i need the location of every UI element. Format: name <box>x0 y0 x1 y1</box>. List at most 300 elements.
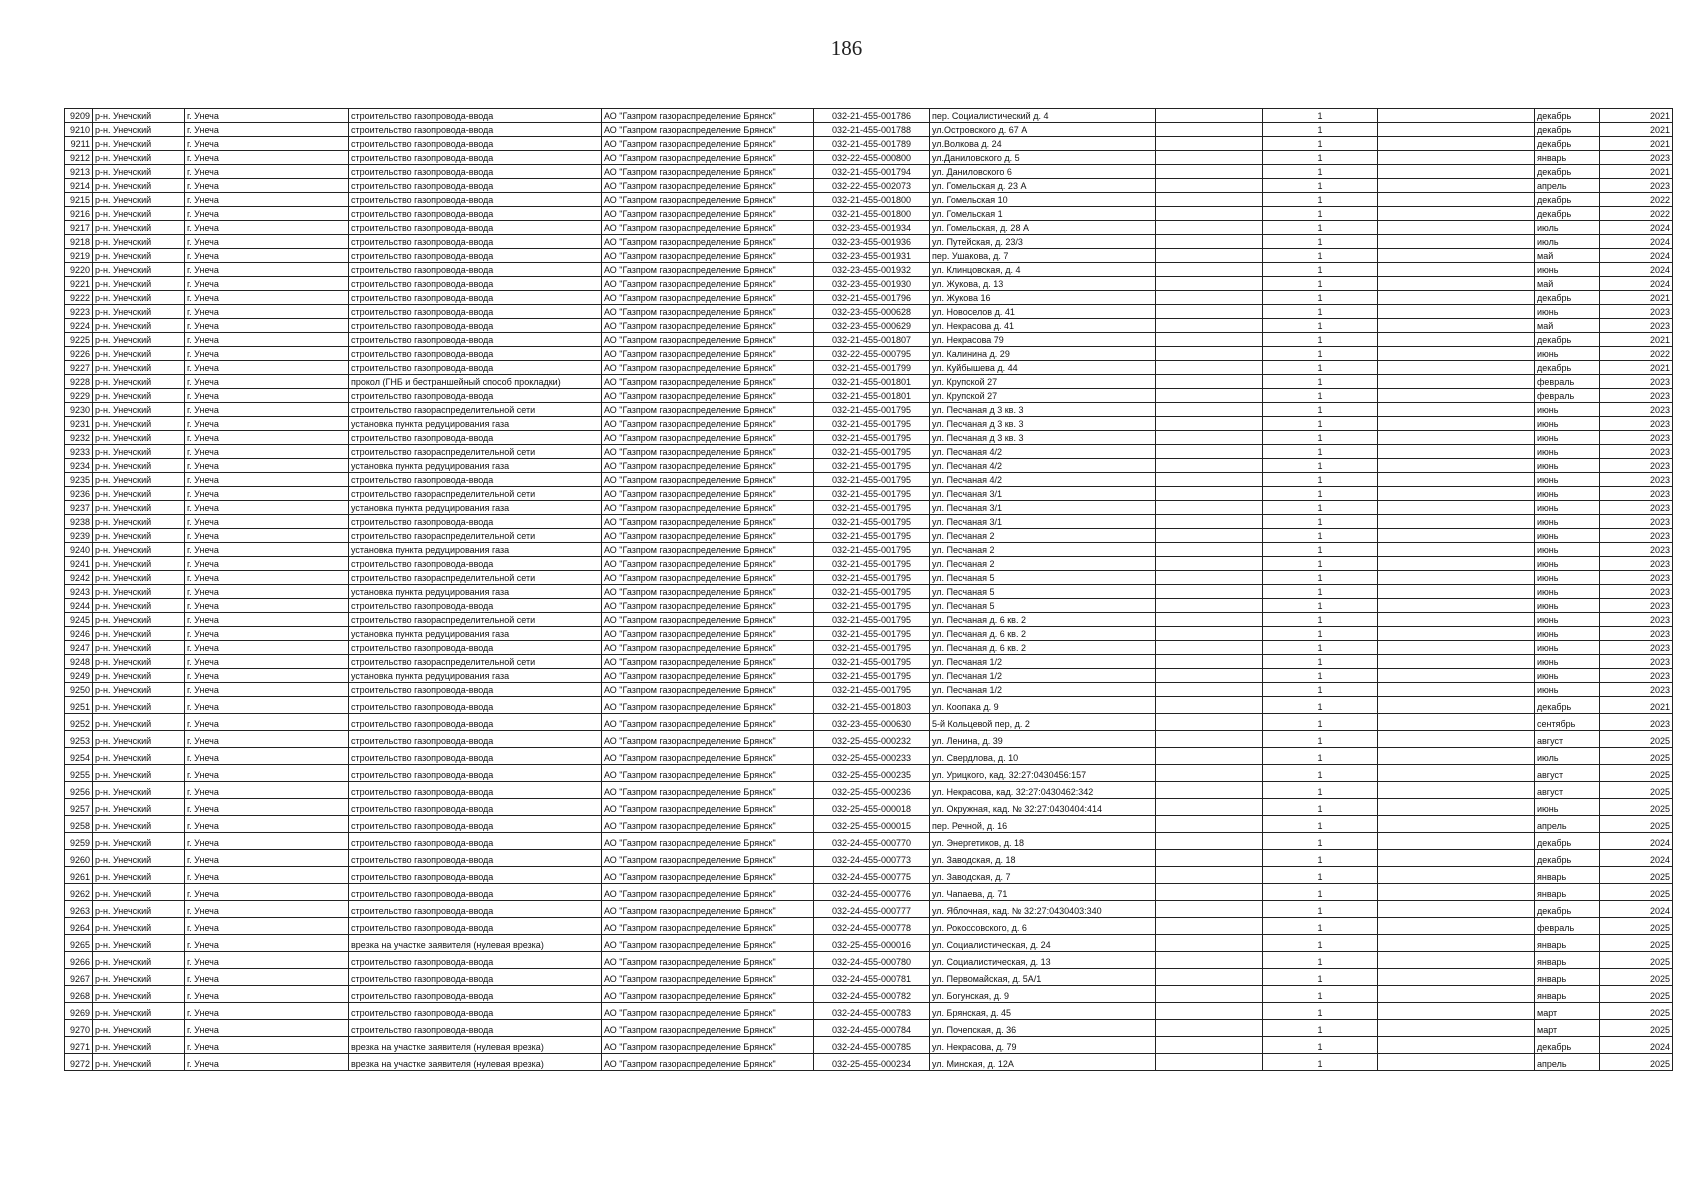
organization-cell: АО "Газпром газораспределение Брянск" <box>602 473 814 487</box>
address-cell: пер. Речной, д. 16 <box>930 816 1156 833</box>
district-cell: р-н. Унечский <box>93 918 185 935</box>
work-type-cell: строительство газопровода-ввода <box>349 986 602 1003</box>
address-cell: ул. Песчаная 1/2 <box>930 683 1156 697</box>
empty-cell-cell <box>1378 986 1535 1003</box>
city-cell: г. Унеча <box>185 1020 349 1037</box>
application-code-cell: 032-21-455-001795 <box>814 613 930 627</box>
month-cell: февраль <box>1535 389 1600 403</box>
work-type-cell: строительство газопровода-ввода <box>349 221 602 235</box>
work-type-cell: врезка на участке заявителя (нулевая врезка) <box>349 1037 602 1054</box>
empty-cell-cell <box>1156 193 1263 207</box>
month-cell: июнь <box>1535 669 1600 683</box>
empty-cell-cell <box>1156 389 1263 403</box>
city-cell: г. Унеча <box>185 952 349 969</box>
district-cell: р-н. Унечский <box>93 347 185 361</box>
quantity-cell: 1 <box>1263 714 1378 731</box>
year-cell: 2021 <box>1600 697 1673 714</box>
row-number-cell: 9250 <box>65 683 93 697</box>
organization-cell: АО "Газпром газораспределение Брянск" <box>602 986 814 1003</box>
month-cell: июнь <box>1535 487 1600 501</box>
table-row <box>65 816 1673 833</box>
city-cell: г. Унеча <box>185 613 349 627</box>
empty-cell-cell <box>1378 207 1535 221</box>
organization-cell: АО "Газпром газораспределение Брянск" <box>602 1020 814 1037</box>
city-cell: г. Унеча <box>185 669 349 683</box>
empty-cell-cell <box>1378 655 1535 669</box>
quantity-cell: 1 <box>1263 165 1378 179</box>
year-cell: 2023 <box>1600 599 1673 613</box>
district-cell: р-н. Унечский <box>93 867 185 884</box>
quantity-cell: 1 <box>1263 375 1378 389</box>
row-number-cell: 9230 <box>65 403 93 417</box>
organization-cell: АО "Газпром газораспределение Брянск" <box>602 403 814 417</box>
district-cell: р-н. Унечский <box>93 277 185 291</box>
row-number-cell: 9211 <box>65 137 93 151</box>
month-cell: июнь <box>1535 529 1600 543</box>
table-row <box>65 151 1673 165</box>
row-number-cell: 9252 <box>65 714 93 731</box>
row-number-cell: 9244 <box>65 599 93 613</box>
month-cell: июнь <box>1535 641 1600 655</box>
work-type-cell: строительство газораспределительной сети <box>349 487 602 501</box>
application-code-cell: 032-24-455-000780 <box>814 952 930 969</box>
year-cell: 2024 <box>1600 249 1673 263</box>
row-number-cell: 9228 <box>65 375 93 389</box>
city-cell: г. Унеча <box>185 683 349 697</box>
application-code-cell: 032-21-455-001801 <box>814 375 930 389</box>
work-type-cell: установка пункта редуцирования газа <box>349 585 602 599</box>
table-row <box>65 319 1673 333</box>
address-cell: ул. Клинцовская, д. 4 <box>930 263 1156 277</box>
empty-cell-cell <box>1156 207 1263 221</box>
address-cell: ул. Социалистическая, д. 13 <box>930 952 1156 969</box>
organization-cell: АО "Газпром газораспределение Брянск" <box>602 137 814 151</box>
table-row <box>65 986 1673 1003</box>
work-type-cell: установка пункта редуцирования газа <box>349 417 602 431</box>
year-cell: 2025 <box>1600 816 1673 833</box>
table-row <box>65 165 1673 179</box>
city-cell: г. Унеча <box>185 361 349 375</box>
address-cell: ул. Песчаная 2 <box>930 543 1156 557</box>
row-number-cell: 9271 <box>65 1037 93 1054</box>
application-code-cell: 032-24-455-000783 <box>814 1003 930 1020</box>
application-code-cell: 032-21-455-001795 <box>814 557 930 571</box>
address-cell: 5-й Кольцевой пер, д. 2 <box>930 714 1156 731</box>
empty-cell-cell <box>1156 799 1263 816</box>
empty-cell-cell <box>1156 151 1263 165</box>
work-type-cell: строительство газопровода-ввода <box>349 867 602 884</box>
month-cell: декабрь <box>1535 109 1600 123</box>
row-number-cell: 9210 <box>65 123 93 137</box>
month-cell: сентябрь <box>1535 714 1600 731</box>
quantity-cell: 1 <box>1263 151 1378 165</box>
empty-cell-cell <box>1156 571 1263 585</box>
month-cell: июнь <box>1535 263 1600 277</box>
city-cell: г. Унеча <box>185 403 349 417</box>
table-row <box>65 748 1673 765</box>
month-cell: январь <box>1535 867 1600 884</box>
month-cell: июнь <box>1535 683 1600 697</box>
organization-cell: АО "Газпром газораспределение Брянск" <box>602 319 814 333</box>
application-code-cell: 032-25-455-000015 <box>814 816 930 833</box>
city-cell: г. Унеча <box>185 918 349 935</box>
row-number-cell: 9218 <box>65 235 93 249</box>
row-number-cell: 9209 <box>65 109 93 123</box>
row-number-cell: 9225 <box>65 333 93 347</box>
city-cell: г. Унеча <box>185 501 349 515</box>
city-cell: г. Унеча <box>185 799 349 816</box>
table-row <box>65 305 1673 319</box>
application-code-cell: 032-22-455-002073 <box>814 179 930 193</box>
empty-cell-cell <box>1156 655 1263 669</box>
table-row <box>65 731 1673 748</box>
empty-cell-cell <box>1378 501 1535 515</box>
city-cell: г. Унеча <box>185 151 349 165</box>
application-code-cell: 032-21-455-001795 <box>814 473 930 487</box>
table-row <box>65 641 1673 655</box>
district-cell: р-н. Унечский <box>93 431 185 445</box>
empty-cell-cell <box>1378 263 1535 277</box>
address-cell: ул. Путейская, д. 23/3 <box>930 235 1156 249</box>
address-cell: ул. Социалистическая, д. 24 <box>930 935 1156 952</box>
organization-cell: АО "Газпром газораспределение Брянск" <box>602 529 814 543</box>
row-number-cell: 9231 <box>65 417 93 431</box>
work-type-cell: строительство газопровода-ввода <box>349 884 602 901</box>
district-cell: р-н. Унечский <box>93 1037 185 1054</box>
month-cell: июнь <box>1535 627 1600 641</box>
work-type-cell: строительство газопровода-ввода <box>349 1020 602 1037</box>
organization-cell: АО "Газпром газораспределение Брянск" <box>602 697 814 714</box>
quantity-cell: 1 <box>1263 347 1378 361</box>
row-number-cell: 9213 <box>65 165 93 179</box>
organization-cell: АО "Газпром газораспределение Брянск" <box>602 627 814 641</box>
quantity-cell: 1 <box>1263 571 1378 585</box>
month-cell: февраль <box>1535 918 1600 935</box>
district-cell: р-н. Унечский <box>93 137 185 151</box>
address-cell: ул. Песчаная д 3 кв. 3 <box>930 417 1156 431</box>
work-type-cell: строительство газопровода-ввода <box>349 431 602 445</box>
table-row <box>65 277 1673 291</box>
row-number-cell: 9269 <box>65 1003 93 1020</box>
quantity-cell: 1 <box>1263 487 1378 501</box>
empty-cell-cell <box>1156 179 1263 193</box>
table-row <box>65 221 1673 235</box>
organization-cell: АО "Газпром газораспределение Брянск" <box>602 515 814 529</box>
work-type-cell: строительство газопровода-ввода <box>349 179 602 193</box>
empty-cell-cell <box>1378 347 1535 361</box>
table-row <box>65 179 1673 193</box>
city-cell: г. Унеча <box>185 207 349 221</box>
city-cell: г. Унеча <box>185 347 349 361</box>
application-code-cell: 032-21-455-001795 <box>814 655 930 669</box>
quantity-cell: 1 <box>1263 389 1378 403</box>
application-code-cell: 032-21-455-001795 <box>814 515 930 529</box>
year-cell: 2022 <box>1600 207 1673 221</box>
city-cell: г. Унеча <box>185 765 349 782</box>
application-code-cell: 032-24-455-000777 <box>814 901 930 918</box>
organization-cell: АО "Газпром газораспределение Брянск" <box>602 585 814 599</box>
work-type-cell: строительство газопровода-ввода <box>349 714 602 731</box>
empty-cell-cell <box>1156 816 1263 833</box>
address-cell: ул. Песчаная 5 <box>930 571 1156 585</box>
district-cell: р-н. Унечский <box>93 1020 185 1037</box>
quantity-cell: 1 <box>1263 109 1378 123</box>
quantity-cell: 1 <box>1263 918 1378 935</box>
year-cell: 2023 <box>1600 571 1673 585</box>
empty-cell-cell <box>1156 731 1263 748</box>
district-cell: р-н. Унечский <box>93 952 185 969</box>
empty-cell-cell <box>1378 179 1535 193</box>
table-row <box>65 599 1673 613</box>
year-cell: 2023 <box>1600 375 1673 389</box>
district-cell: р-н. Унечский <box>93 765 185 782</box>
organization-cell: АО "Газпром газораспределение Брянск" <box>602 655 814 669</box>
row-number-cell: 9240 <box>65 543 93 557</box>
empty-cell-cell <box>1378 1054 1535 1071</box>
work-type-cell: строительство газораспределительной сети <box>349 613 602 627</box>
quantity-cell: 1 <box>1263 833 1378 850</box>
quantity-cell: 1 <box>1263 305 1378 319</box>
district-cell: р-н. Унечский <box>93 123 185 137</box>
organization-cell: АО "Газпром газораспределение Брянск" <box>602 207 814 221</box>
empty-cell-cell <box>1156 431 1263 445</box>
district-cell: р-н. Унечский <box>93 884 185 901</box>
application-code-cell: 032-25-455-000232 <box>814 731 930 748</box>
district-cell: р-н. Унечский <box>93 473 185 487</box>
address-cell: ул. Песчаная д 3 кв. 3 <box>930 403 1156 417</box>
table-row <box>65 431 1673 445</box>
application-code-cell: 032-24-455-000778 <box>814 918 930 935</box>
empty-cell-cell <box>1156 669 1263 683</box>
district-cell: р-н. Унечский <box>93 986 185 1003</box>
row-number-cell: 9266 <box>65 952 93 969</box>
address-cell: ул. Песчаная 3/1 <box>930 501 1156 515</box>
city-cell: г. Унеча <box>185 319 349 333</box>
year-cell: 2024 <box>1600 833 1673 850</box>
row-number-cell: 9258 <box>65 816 93 833</box>
empty-cell-cell <box>1378 1020 1535 1037</box>
month-cell: декабрь <box>1535 333 1600 347</box>
quantity-cell: 1 <box>1263 986 1378 1003</box>
quantity-cell: 1 <box>1263 515 1378 529</box>
table-row <box>65 361 1673 375</box>
month-cell: май <box>1535 249 1600 263</box>
work-type-cell: строительство газораспределительной сети <box>349 655 602 669</box>
empty-cell-cell <box>1156 529 1263 543</box>
application-code-cell: 032-21-455-001795 <box>814 445 930 459</box>
address-cell: ул. Крупской 27 <box>930 389 1156 403</box>
empty-cell-cell <box>1378 319 1535 333</box>
city-cell: г. Унеча <box>185 291 349 305</box>
empty-cell-cell <box>1156 501 1263 515</box>
row-number-cell: 9263 <box>65 901 93 918</box>
quantity-cell: 1 <box>1263 627 1378 641</box>
row-number-cell: 9214 <box>65 179 93 193</box>
work-type-cell: прокол (ГНБ и бестраншейный способ прокладки) <box>349 375 602 389</box>
empty-cell-cell <box>1156 585 1263 599</box>
empty-cell-cell <box>1378 884 1535 901</box>
year-cell: 2024 <box>1600 1037 1673 1054</box>
application-code-cell: 032-23-455-000629 <box>814 319 930 333</box>
city-cell: г. Унеча <box>185 109 349 123</box>
row-number-cell: 9224 <box>65 319 93 333</box>
district-cell: р-н. Унечский <box>93 833 185 850</box>
district-cell: р-н. Унечский <box>93 333 185 347</box>
organization-cell: АО "Газпром газораспределение Брянск" <box>602 431 814 445</box>
organization-cell: АО "Газпром газораспределение Брянск" <box>602 669 814 683</box>
table-row <box>65 375 1673 389</box>
city-cell: г. Унеча <box>185 1054 349 1071</box>
application-code-cell: 032-21-455-001795 <box>814 403 930 417</box>
quantity-cell: 1 <box>1263 431 1378 445</box>
work-type-cell: строительство газопровода-ввода <box>349 207 602 221</box>
application-code-cell: 032-21-455-001800 <box>814 207 930 221</box>
address-cell: ул. Песчаная д. 6 кв. 2 <box>930 613 1156 627</box>
quantity-cell: 1 <box>1263 816 1378 833</box>
row-number-cell: 9243 <box>65 585 93 599</box>
row-number-cell: 9251 <box>65 697 93 714</box>
empty-cell-cell <box>1378 137 1535 151</box>
table-row <box>65 683 1673 697</box>
table-row <box>65 1020 1673 1037</box>
address-cell: ул. Урицкого, кад. 32:27:0430456:157 <box>930 765 1156 782</box>
work-type-cell: строительство газопровода-ввода <box>349 969 602 986</box>
row-number-cell: 9237 <box>65 501 93 515</box>
empty-cell-cell <box>1378 543 1535 557</box>
records-table <box>64 108 1673 1071</box>
organization-cell: АО "Газпром газораспределение Брянск" <box>602 375 814 389</box>
year-cell: 2023 <box>1600 669 1673 683</box>
table-row <box>65 501 1673 515</box>
empty-cell-cell <box>1378 249 1535 263</box>
empty-cell-cell <box>1378 193 1535 207</box>
empty-cell-cell <box>1378 235 1535 249</box>
table-row <box>65 952 1673 969</box>
month-cell: январь <box>1535 151 1600 165</box>
empty-cell-cell <box>1156 221 1263 235</box>
empty-cell-cell <box>1156 1003 1263 1020</box>
city-cell: г. Унеча <box>185 557 349 571</box>
district-cell: р-н. Унечский <box>93 403 185 417</box>
empty-cell-cell <box>1156 445 1263 459</box>
month-cell: декабрь <box>1535 137 1600 151</box>
table-row <box>65 487 1673 501</box>
table-row <box>65 109 1673 123</box>
quantity-cell: 1 <box>1263 1037 1378 1054</box>
month-cell: декабрь <box>1535 833 1600 850</box>
organization-cell: АО "Газпром газораспределение Брянск" <box>602 445 814 459</box>
city-cell: г. Унеча <box>185 431 349 445</box>
empty-cell-cell <box>1156 884 1263 901</box>
application-code-cell: 032-24-455-000775 <box>814 867 930 884</box>
application-code-cell: 032-22-455-000795 <box>814 347 930 361</box>
organization-cell: АО "Газпром газораспределение Брянск" <box>602 109 814 123</box>
year-cell: 2023 <box>1600 473 1673 487</box>
work-type-cell: строительство газопровода-ввода <box>349 765 602 782</box>
city-cell: г. Унеча <box>185 1003 349 1020</box>
city-cell: г. Унеча <box>185 543 349 557</box>
district-cell: р-н. Унечский <box>93 731 185 748</box>
table-row <box>65 333 1673 347</box>
quantity-cell: 1 <box>1263 333 1378 347</box>
year-cell: 2023 <box>1600 431 1673 445</box>
city-cell: г. Унеча <box>185 515 349 529</box>
table-row <box>65 714 1673 731</box>
work-type-cell: строительство газопровода-ввода <box>349 850 602 867</box>
quantity-cell: 1 <box>1263 403 1378 417</box>
city-cell: г. Унеча <box>185 305 349 319</box>
city-cell: г. Унеча <box>185 1037 349 1054</box>
address-cell: ул. Свердлова, д. 10 <box>930 748 1156 765</box>
year-cell: 2021 <box>1600 165 1673 179</box>
address-cell: пер. Ушакова, д. 7 <box>930 249 1156 263</box>
district-cell: р-н. Унечский <box>93 969 185 986</box>
address-cell: ул. Песчаная 4/2 <box>930 445 1156 459</box>
address-cell: ул. Песчаная 2 <box>930 529 1156 543</box>
city-cell: г. Унеча <box>185 221 349 235</box>
work-type-cell: врезка на участке заявителя (нулевая врезка) <box>349 1054 602 1071</box>
organization-cell: АО "Газпром газораспределение Брянск" <box>602 347 814 361</box>
year-cell: 2024 <box>1600 901 1673 918</box>
empty-cell-cell <box>1378 109 1535 123</box>
address-cell: ул. Песчаная 1/2 <box>930 655 1156 669</box>
quantity-cell: 1 <box>1263 697 1378 714</box>
year-cell: 2023 <box>1600 487 1673 501</box>
organization-cell: АО "Газпром газораспределение Брянск" <box>602 884 814 901</box>
application-code-cell: 032-25-455-000016 <box>814 935 930 952</box>
address-cell: ул. Песчаная д. 6 кв. 2 <box>930 641 1156 655</box>
work-type-cell: строительство газопровода-ввода <box>349 473 602 487</box>
city-cell: г. Унеча <box>185 641 349 655</box>
empty-cell-cell <box>1156 333 1263 347</box>
quantity-cell: 1 <box>1263 935 1378 952</box>
organization-cell: АО "Газпром газораспределение Брянск" <box>602 850 814 867</box>
city-cell: г. Унеча <box>185 748 349 765</box>
month-cell: июнь <box>1535 473 1600 487</box>
work-type-cell: установка пункта редуцирования газа <box>349 669 602 683</box>
work-type-cell: строительство газопровода-ввода <box>349 165 602 179</box>
month-cell: декабрь <box>1535 193 1600 207</box>
table-row <box>65 799 1673 816</box>
application-code-cell: 032-25-455-000234 <box>814 1054 930 1071</box>
empty-cell-cell <box>1156 850 1263 867</box>
page-number: 186 <box>830 36 863 60</box>
year-cell: 2025 <box>1600 918 1673 935</box>
row-number-cell: 9223 <box>65 305 93 319</box>
address-cell: пер. Социалистический д. 4 <box>930 109 1156 123</box>
empty-cell-cell <box>1378 291 1535 305</box>
table-row <box>65 1054 1673 1071</box>
address-cell: ул. Некрасова, д. 79 <box>930 1037 1156 1054</box>
empty-cell-cell <box>1378 487 1535 501</box>
district-cell: р-н. Унечский <box>93 179 185 193</box>
district-cell: р-н. Унечский <box>93 445 185 459</box>
empty-cell-cell <box>1156 361 1263 375</box>
district-cell: р-н. Унечский <box>93 1003 185 1020</box>
row-number-cell: 9227 <box>65 361 93 375</box>
district-cell: р-н. Унечский <box>93 151 185 165</box>
year-cell: 2021 <box>1600 109 1673 123</box>
city-cell: г. Унеча <box>185 417 349 431</box>
year-cell: 2021 <box>1600 333 1673 347</box>
empty-cell-cell <box>1156 277 1263 291</box>
empty-cell-cell <box>1378 557 1535 571</box>
work-type-cell: строительство газопровода-ввода <box>349 918 602 935</box>
district-cell: р-н. Унечский <box>93 375 185 389</box>
work-type-cell: строительство газопровода-ввода <box>349 193 602 207</box>
empty-cell-cell <box>1378 277 1535 291</box>
row-number-cell: 9270 <box>65 1020 93 1037</box>
